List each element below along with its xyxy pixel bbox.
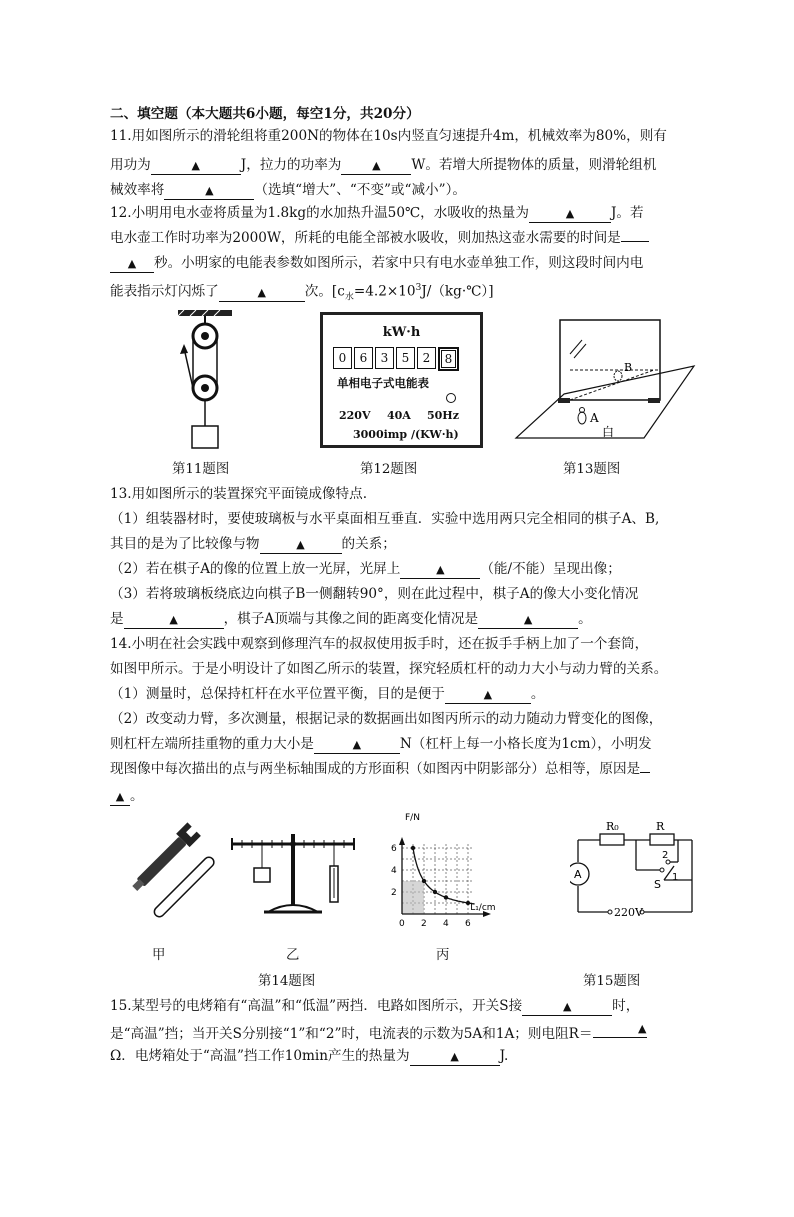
- electricity-meter: [320, 312, 483, 448]
- answer-blank[interactable]: ▲: [219, 284, 305, 302]
- answer-blank[interactable]: ▲: [529, 205, 611, 223]
- answer-blank[interactable]: ▲: [260, 536, 342, 554]
- q15-line3: Ω．电烤箱处于“高温”挡工作10min产生的热量为 ▲ J.: [110, 1048, 509, 1064]
- label-white: 白: [602, 425, 615, 439]
- switch-label: S: [654, 878, 661, 891]
- meter-digit: 5: [396, 347, 415, 369]
- answer-blank[interactable]: ▲: [400, 561, 480, 579]
- q13-line4: （2）若在棋子A的像的位置上放一光屏，光屏上 ▲ （能/不能）呈现出像；: [110, 561, 621, 577]
- fig12-caption: 第12题图: [360, 462, 418, 477]
- q14-line1: 14.小明在社会实践中观察到修理汽车的叔叔使用扳手时，还在扳手手柄上加了一个套筒，: [110, 636, 649, 652]
- answer-blank[interactable]: [640, 772, 650, 773]
- fig13-caption: 第13题图: [563, 462, 621, 477]
- meter-constant: 3000imp /(KW·h): [353, 428, 459, 441]
- fig15-caption: 第15题图: [583, 974, 641, 989]
- voltage-label: 220V: [614, 906, 643, 919]
- meter-voltage: 220V: [339, 409, 371, 422]
- q13-line5: （3）若将玻璃板绕底边向棋子B一侧翻转90°，则在此过程中，棋子A的像大小变化情况: [110, 586, 639, 602]
- circuit-diagram: [570, 818, 700, 922]
- q13-line1: 13.用如图所示的装置探究平面镜成像特点.: [110, 486, 368, 502]
- q14-line4: （2）改变动力臂，多次测量，根据记录的数据画出如图丙所示的动力随动力臂变化的图像，: [110, 711, 663, 727]
- q13-line3: 其目的是为了比较像与物 ▲ 的关系；: [110, 536, 396, 552]
- q11-line1: 11.用如图所示的滑轮组将重200N的物体在10s内竖直匀速提升4m，机械效率为80%，则有: [110, 128, 667, 144]
- answer-blank[interactable]: ▲: [522, 998, 612, 1016]
- switch-pos-1: 1: [672, 872, 679, 883]
- x-tick-label: 6: [465, 919, 471, 929]
- q12-line1: 12.小明用电水壶将质量为1.8kg的水加热升温50℃，水吸收的热量为 ▲ J。若: [110, 205, 644, 221]
- switch-pos-2: 2: [662, 850, 669, 861]
- answer-blank[interactable]: ▲: [341, 157, 411, 175]
- data-point: [422, 879, 426, 883]
- lever-apparatus: [228, 826, 358, 922]
- q13-line6: 是 ▲ ，棋子A顶端与其像之间的距离变化情况是 ▲ 。: [110, 611, 592, 627]
- data-point: [411, 846, 415, 850]
- q14-line7: ▲ 。: [110, 786, 144, 806]
- q14-line2: 如图甲所示。于是小明设计了如图乙所示的装置，探究轻质杠杆的动力大小与动力臂的关系。: [110, 661, 668, 677]
- force-arm-graph: [388, 810, 512, 930]
- ammeter-label: A: [574, 868, 582, 881]
- meter-digit: 3: [375, 347, 394, 369]
- q12-line4: 能表指示灯闪烁了 ▲ 次。$[c_水=4.2\times 10^3J/(kg\cdot℃)]$: [110, 283, 494, 303]
- answer-blank[interactable]: ▲: [593, 1021, 647, 1038]
- q11-line3: 械效率将 ▲ （选填“增大”、“不变”或“减小”）。: [110, 182, 466, 198]
- pulley-figure: [170, 308, 240, 453]
- meter-digit: 0: [333, 347, 352, 369]
- label-a: A: [590, 411, 599, 425]
- q14-line6: 现图像中每次描出的点与两坐标轴围成的方形面积（如图丙中阴影部分）总相等，原因是: [110, 759, 650, 779]
- x-tick-label: 2: [421, 919, 427, 929]
- fig14-sub-c: 丙: [436, 948, 450, 963]
- y-axis-arrow: [399, 837, 405, 845]
- q15-line1: 15.某型号的电烤箱有“高温”和“低温”两挡．电路如图所示，开关S接 ▲ 时，: [110, 998, 640, 1014]
- fig14-sub-b: 乙: [286, 948, 300, 963]
- meter-digits: [333, 347, 459, 371]
- data-point: [444, 895, 448, 899]
- data-point: [433, 890, 437, 894]
- y-tick-label: 6: [391, 844, 397, 854]
- q12-line3: ▲ 秒。小明家的电能表参数如图所示，若家中只有电水壶单独工作，则这段时间内电: [110, 253, 643, 273]
- r0-label: R₀: [606, 820, 619, 833]
- plane-mirror-figure: [514, 318, 704, 442]
- meter-name: 单相电子式电能表: [337, 376, 429, 390]
- fig11-caption: 第11题图: [172, 462, 230, 477]
- answer-blank[interactable]: [621, 241, 649, 242]
- answer-blank[interactable]: ▲: [478, 611, 578, 629]
- x-tick-label: 4: [443, 919, 449, 929]
- y-tick-label: 4: [391, 866, 397, 876]
- x-axis-label: L₁/cm: [470, 903, 496, 913]
- q12-line2: 电水壶工作时功率为2000W，所耗的电能全部被水吸收，则加热这壶水需要的时间是: [110, 228, 649, 248]
- meter-unit: kW·h: [382, 325, 421, 340]
- q14-line3: （1）测量时，总保持杠杆在水平位置平衡，目的是便于 ▲ 。: [110, 686, 545, 702]
- q14-line5: 则杠杆左端所挂重物的重力大小是 ▲ N（杠杆上每一小格长度为1cm），小明发: [110, 736, 652, 752]
- fig14-caption: 第14题图: [258, 974, 316, 989]
- q11-line2: 用功为 ▲ J，拉力的功率为 ▲ W。若增大所提物体的质量，则滑轮组机: [110, 157, 657, 173]
- q13-line2: （1）组装器材时，要使玻璃板与水平桌面相互垂直．实验中选用两只完全相同的棋子A、B,: [110, 511, 660, 527]
- meter-current: 40A: [387, 409, 411, 422]
- shaded-area: [402, 881, 424, 914]
- answer-blank[interactable]: ▲: [410, 1048, 500, 1066]
- answer-blank[interactable]: ▲: [110, 788, 130, 806]
- meter-frequency: 50Hz: [427, 409, 459, 422]
- answer-blank[interactable]: ▲: [110, 255, 154, 273]
- meter-digit: 2: [417, 347, 436, 369]
- answer-blank[interactable]: ▲: [124, 611, 224, 629]
- y-tick-label: 2: [391, 888, 397, 898]
- answer-blank[interactable]: ▲: [151, 157, 241, 175]
- wrench-figure: [122, 822, 222, 918]
- meter-indicator-icon: [446, 393, 456, 403]
- r-label: R: [656, 820, 665, 833]
- q15-line2: 是“高温”挡；当开关S分别接“1”和“2”时，电流表的示数为5A和1A；则电阻R＝ ▲: [110, 1022, 647, 1042]
- meter-digit-decimal: 8: [438, 347, 459, 371]
- y-axis-label: F/N: [405, 813, 420, 823]
- section-header: 二、填空题（本大题共6小题，每空1分，共20分）: [110, 106, 420, 122]
- x-tick-label: 0: [399, 919, 405, 929]
- meter-digit: 6: [354, 347, 373, 369]
- answer-blank[interactable]: ▲: [445, 686, 531, 704]
- fig14-sub-a: 甲: [152, 948, 166, 963]
- answer-blank[interactable]: ▲: [314, 736, 400, 754]
- answer-blank[interactable]: ▲: [164, 182, 254, 200]
- label-b: B: [624, 361, 633, 374]
